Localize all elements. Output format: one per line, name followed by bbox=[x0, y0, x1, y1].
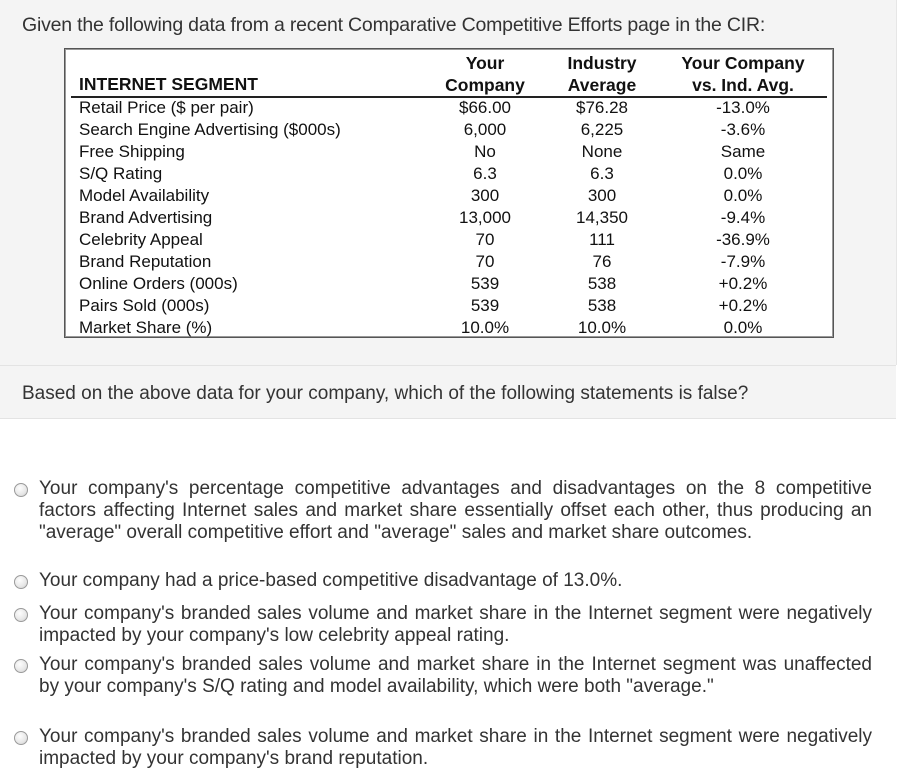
col-header-line: Your Company bbox=[681, 53, 805, 73]
table-row bbox=[65, 229, 833, 251]
col-header-line: vs. Ind. Avg. bbox=[692, 75, 794, 95]
company-value: 300 bbox=[470, 186, 500, 205]
answer-option[interactable] bbox=[14, 726, 874, 772]
radio-button[interactable] bbox=[14, 659, 28, 673]
sub-question-panel bbox=[0, 365, 896, 419]
company-value: 6,000 bbox=[463, 120, 507, 139]
industry-value: 538 bbox=[587, 296, 617, 315]
row-label: Pairs Sold (000s) bbox=[79, 296, 210, 315]
diff-value: -13.0% bbox=[716, 98, 770, 117]
table-row bbox=[65, 317, 833, 339]
industry-value: 111 bbox=[589, 230, 615, 249]
col-header-your-company bbox=[420, 52, 550, 96]
option-text[interactable]: Your company had a price-based competitive disadvantage of 13.0%. bbox=[39, 570, 623, 591]
option-text[interactable]: Your company's branded sales volume and market share in the Internet segment was unaffected by your company's S/Q rating and model availability, which were both "average." bbox=[39, 654, 872, 697]
industry-value: 6,225 bbox=[580, 120, 624, 139]
row-label: Free Shipping bbox=[79, 142, 185, 161]
table-row bbox=[65, 273, 833, 295]
answer-option[interactable] bbox=[14, 603, 874, 649]
row-label: Online Orders (000s) bbox=[79, 274, 238, 293]
row-label: Brand Reputation bbox=[79, 252, 212, 271]
col-header-line: Average bbox=[567, 75, 637, 95]
sub-question-prompt: Based on the above data for your company, which of the following statements is false? bbox=[22, 383, 749, 404]
answer-option[interactable] bbox=[14, 478, 874, 566]
table-row bbox=[65, 251, 833, 273]
col-header-line: Industry bbox=[567, 53, 637, 73]
row-label: Brand Advertising bbox=[79, 208, 213, 227]
radio-button[interactable] bbox=[14, 575, 28, 589]
question-panel bbox=[0, 0, 897, 365]
col-header-industry-average bbox=[537, 52, 667, 96]
answer-option[interactable] bbox=[14, 654, 874, 722]
col-header-vs-industry bbox=[653, 52, 833, 96]
industry-value: 6.3 bbox=[590, 164, 614, 183]
radio-button[interactable] bbox=[14, 731, 28, 745]
row-label: Model Availability bbox=[79, 186, 210, 205]
row-label: S/Q Rating bbox=[79, 164, 163, 183]
diff-value: -9.4% bbox=[720, 208, 766, 227]
question-prompt: Given the following data from a recent Comparative Competitive Efforts page in the CIR: bbox=[22, 14, 766, 36]
diff-value: +0.2% bbox=[718, 296, 768, 315]
table-row bbox=[65, 207, 833, 229]
table-row bbox=[65, 295, 833, 317]
company-value: No bbox=[474, 142, 496, 161]
industry-value: 538 bbox=[587, 274, 617, 293]
diff-value: 0.0% bbox=[723, 186, 763, 205]
internet-segment-table bbox=[64, 48, 834, 338]
option-text[interactable]: Your company's branded sales volume and market share in the Internet segment were negatively impacted by your company's low celebrity appeal rating. bbox=[39, 603, 872, 646]
industry-value: 10.0% bbox=[577, 318, 627, 337]
answer-option[interactable] bbox=[14, 570, 874, 594]
table-row bbox=[65, 163, 833, 185]
diff-value: +0.2% bbox=[718, 274, 768, 293]
radio-button[interactable] bbox=[14, 483, 28, 497]
row-label: Retail Price ($ per pair) bbox=[79, 98, 254, 117]
diff-value: -7.9% bbox=[720, 252, 766, 271]
company-value: 70 bbox=[475, 230, 495, 249]
table-row bbox=[65, 185, 833, 207]
diff-value: 0.0% bbox=[723, 318, 763, 337]
col-header-line: Your bbox=[465, 53, 505, 73]
diff-value: -3.6% bbox=[720, 120, 766, 139]
table-row bbox=[65, 97, 833, 119]
company-value: 70 bbox=[475, 252, 495, 271]
company-value: $66.00 bbox=[459, 98, 511, 117]
diff-value: Same bbox=[720, 142, 766, 161]
company-value: 539 bbox=[470, 274, 500, 293]
company-value: 6.3 bbox=[473, 164, 497, 183]
row-label: Celebrity Appeal bbox=[79, 230, 203, 249]
diff-value: -36.9% bbox=[716, 230, 770, 249]
industry-value: 300 bbox=[587, 186, 617, 205]
option-text[interactable]: Your company's branded sales volume and market share in the Internet segment were negatively impacted by your company's brand reputation. bbox=[39, 726, 872, 769]
row-label: Search Engine Advertising ($000s) bbox=[79, 120, 341, 139]
industry-value: 76 bbox=[592, 252, 612, 271]
industry-value: $76.28 bbox=[576, 98, 628, 117]
option-text[interactable]: Your company's percentage competitive advantages and disadvantages on the 8 competitive factors affecting Internet sales and market share essentially offset each other, thus producing an "average" overall competitive effort and "average" sales and market share outcomes. bbox=[39, 478, 872, 543]
company-value: 539 bbox=[470, 296, 500, 315]
diff-value: 0.0% bbox=[723, 164, 763, 183]
industry-value: 14,350 bbox=[576, 208, 628, 227]
col-header-line: Company bbox=[445, 75, 525, 95]
radio-button[interactable] bbox=[14, 608, 28, 622]
industry-value: None bbox=[581, 142, 623, 161]
company-value: 10.0% bbox=[460, 318, 510, 337]
row-label: Market Share (%) bbox=[79, 318, 213, 337]
table-row bbox=[65, 141, 833, 163]
segment-header: INTERNET SEGMENT bbox=[79, 74, 258, 94]
table-row bbox=[65, 119, 833, 141]
company-value: 13,000 bbox=[459, 208, 511, 227]
